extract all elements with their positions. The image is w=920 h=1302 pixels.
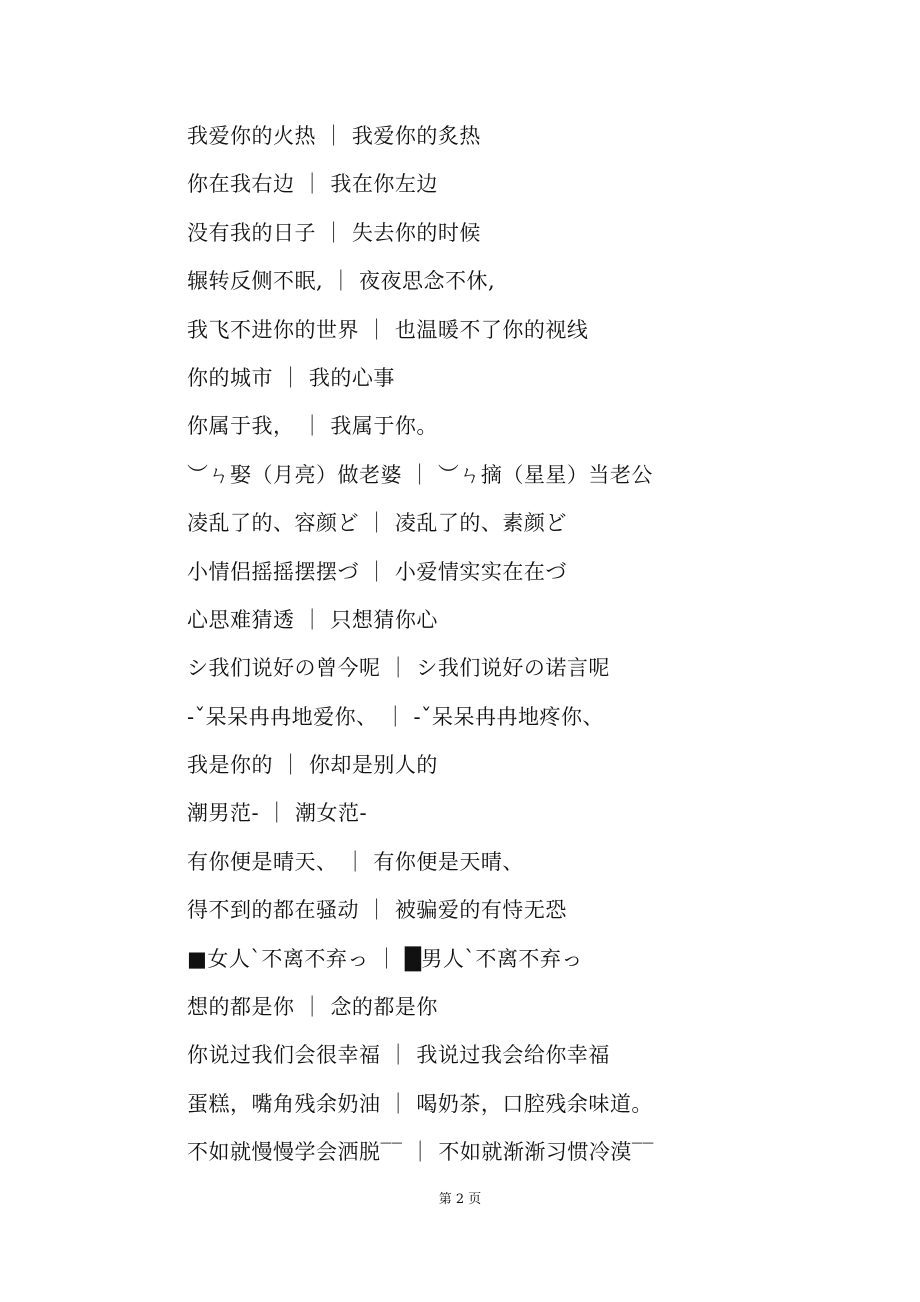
text-line: ︶ㄣ娶（月亮）做老婆 ｜ ︶ㄣ摘（星星）当老公 — [187, 462, 653, 487]
text-line: -ˇ呆呆冉冉地爱你、 ｜ -ˇ呆呆冉冉地疼你、 — [187, 704, 605, 729]
text-line: 得不到的都在骚动 ｜ 被骗爱的有恃无恐 — [187, 898, 567, 923]
page-number: 第 2 页 — [438, 1192, 482, 1207]
text-line: 我爱你的火热 ｜ 我爱你的炙热 — [187, 124, 481, 148]
text-line: 你属于我， ｜ 我属于你。 — [187, 414, 438, 439]
text-line: ■女人`不离不弃っ ｜ █男人`不离不弃っ — [187, 946, 583, 971]
text-line: 想的都是你 ｜ 念的都是你 — [187, 995, 438, 1020]
text-line: シ我们说好の曾今呢 ｜ シ我们说好の诺言呢 — [187, 656, 610, 681]
text-line: 心思难猜透 ｜ 只想猜你心 — [187, 607, 438, 632]
text-line: 潮男范- ｜ 潮女范- — [187, 801, 368, 826]
text-line: 蛋糕，嘴角残余奶油 ｜ 喝奶茶，口腔残余味道。 — [187, 1091, 653, 1116]
text-line: 小情侣摇摇摆摆づ ｜ 小爱情实实在在づ — [187, 559, 567, 584]
text-line: 你说过我们会很幸福 ｜ 我说过我会给你幸福 — [187, 1043, 610, 1068]
text-line: 不如就慢慢学会洒脱‾‾ ｜ 不如就渐渐习惯冷漠‾‾ — [187, 1140, 654, 1165]
text-line: 凌乱了的、容颜ど ｜ 凌乱了的、素颜ど — [187, 511, 567, 536]
text-line: 辗转反侧不眠, ｜ 夜夜思念不休, — [187, 269, 496, 294]
text-line: 你在我右边 ｜ 我在你左边 — [187, 172, 438, 197]
text-line: 有你便是晴天、 ｜ 有你便是天晴、 — [187, 849, 524, 874]
text-line: 没有我的日子 ｜ 失去你的时候 — [187, 220, 481, 245]
text-line: 我飞不进你的世界 ｜ 也温暖不了你的视线 — [187, 317, 589, 342]
text-line: 你的城市 ｜ 我的心事 — [187, 365, 395, 390]
text-line: 我是你的 ｜ 你却是别人的 — [187, 753, 438, 778]
text-lines — [187, 112, 827, 1177]
